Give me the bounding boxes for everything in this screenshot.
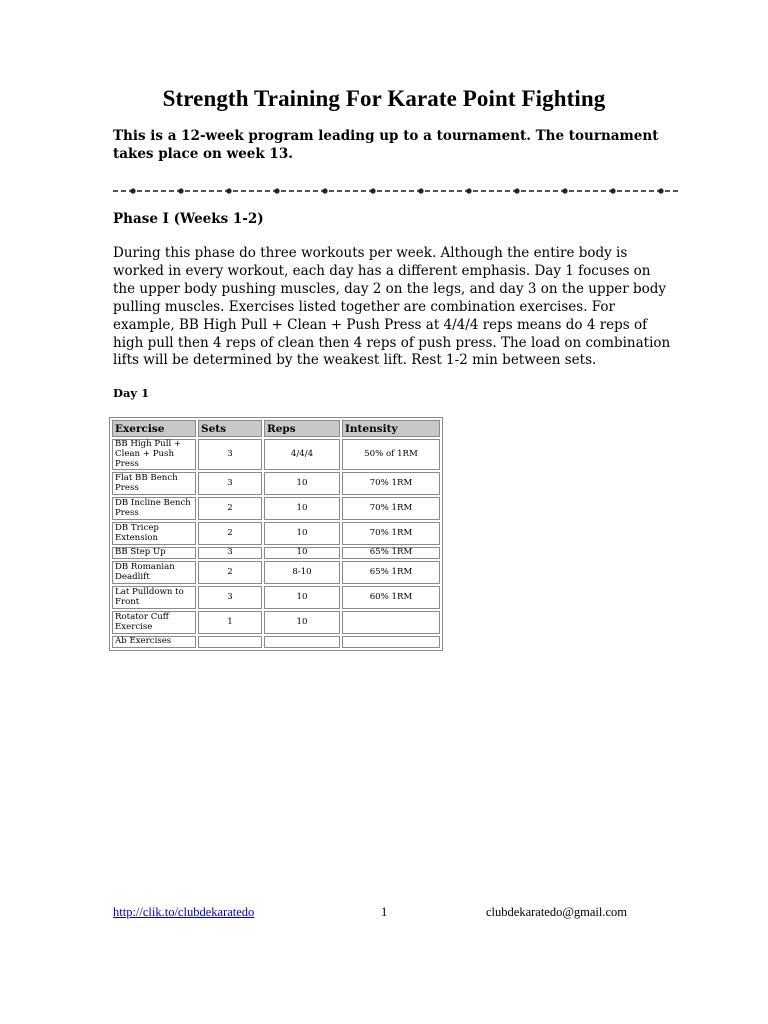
footer-website-link[interactable]: http://clik.to/clubdekaratedo	[113, 905, 255, 919]
cell-reps: 10	[264, 472, 340, 495]
table-header-row	[112, 420, 440, 437]
workout-table	[110, 418, 442, 650]
divider-star	[466, 188, 471, 193]
table-row	[112, 586, 440, 609]
cell-sets: 3	[198, 586, 262, 609]
day-heading: Day 1	[113, 386, 150, 400]
cell-exercise: DB Romanian Deadlift	[112, 561, 196, 584]
divider-star	[130, 188, 135, 193]
cell-exercise: Ab Exercises	[112, 636, 196, 648]
document-title: Strength Training For Karate Point Fighting	[162, 86, 606, 111]
cell-reps: 10	[264, 586, 340, 609]
cell-reps: 10	[264, 522, 340, 545]
cell-sets: 2	[198, 497, 262, 520]
cell-reps	[264, 636, 340, 648]
table-row	[112, 561, 440, 584]
cell-intensity: 50% of 1RM	[342, 439, 440, 470]
header-reps: Reps	[264, 420, 340, 437]
phase-description: During this phase do three workouts per week. Although the entire body is worked in every workout, each day has a different emphasis. Day 1 focuses on the upper body pushing muscles, day 2 on the legs, and day 3 on the upper body pulling muscles. Exercises listed together are combination exercises. For example, BB High Pull + Clean + Push Press at 4/4/4 reps means do 4 reps of high pull then 4 reps of clean then 4 reps of push press. The load on combination lifts will be determined by the weakest lift. Rest 1-2 min between sets.	[113, 245, 671, 369]
cell-intensity: 60% 1RM	[342, 586, 440, 609]
header-intensity: Intensity	[342, 420, 440, 437]
phase-heading: Phase I (Weeks 1-2)	[113, 211, 264, 227]
divider-star	[658, 188, 663, 193]
cell-sets: 3	[198, 547, 262, 559]
cell-sets: 2	[198, 561, 262, 584]
divider-star	[274, 188, 279, 193]
table-row	[112, 636, 440, 648]
cell-intensity: 65% 1RM	[342, 561, 440, 584]
cell-exercise: BB High Pull + Clean + Push Press	[112, 439, 196, 470]
table-row	[112, 439, 440, 470]
divider-star	[514, 188, 519, 193]
cell-reps: 10	[264, 497, 340, 520]
cell-reps: 8-10	[264, 561, 340, 584]
cell-intensity: 70% 1RM	[342, 522, 440, 545]
divider-star	[226, 188, 231, 193]
decorative-divider	[113, 185, 679, 197]
header-sets: Sets	[198, 420, 262, 437]
cell-exercise: Rotator Cuff Exercise	[112, 611, 196, 634]
divider-star	[610, 188, 615, 193]
cell-exercise: DB Incline Bench Press	[112, 497, 196, 520]
divider-star	[562, 188, 567, 193]
table-row	[112, 611, 440, 634]
table-row	[112, 472, 440, 495]
table-body	[112, 439, 440, 648]
cell-reps: 10	[264, 611, 340, 634]
cell-sets: 3	[198, 472, 262, 495]
footer-email: clubdekaratedo@gmail.com	[486, 905, 627, 919]
cell-reps: 10	[264, 547, 340, 559]
table-row	[112, 522, 440, 545]
cell-intensity: 65% 1RM	[342, 547, 440, 559]
cell-intensity: 70% 1RM	[342, 497, 440, 520]
divider-star	[322, 188, 327, 193]
table-row	[112, 497, 440, 520]
cell-sets: 3	[198, 439, 262, 470]
divider-star	[418, 188, 423, 193]
cell-exercise: Flat BB Bench Press	[112, 472, 196, 495]
table-row	[112, 547, 440, 559]
cell-intensity: 70% 1RM	[342, 472, 440, 495]
cell-exercise: DB Tricep Extension	[112, 522, 196, 545]
divider-star	[178, 188, 183, 193]
cell-exercise: Lat Pulldown to Front	[112, 586, 196, 609]
divider-star	[370, 188, 375, 193]
intro-text: This is a 12-week program leading up to a tournament. The tournament takes place on week 13.	[113, 128, 659, 162]
cell-sets	[198, 636, 262, 648]
page-number: 1	[381, 905, 388, 919]
workout-table-frame	[109, 417, 443, 651]
cell-exercise: BB Step Up	[112, 547, 196, 559]
cell-intensity	[342, 611, 440, 634]
header-exercise: Exercise	[112, 420, 196, 437]
cell-sets: 1	[198, 611, 262, 634]
cell-sets: 2	[198, 522, 262, 545]
cell-reps: 4/4/4	[264, 439, 340, 470]
cell-intensity	[342, 636, 440, 648]
